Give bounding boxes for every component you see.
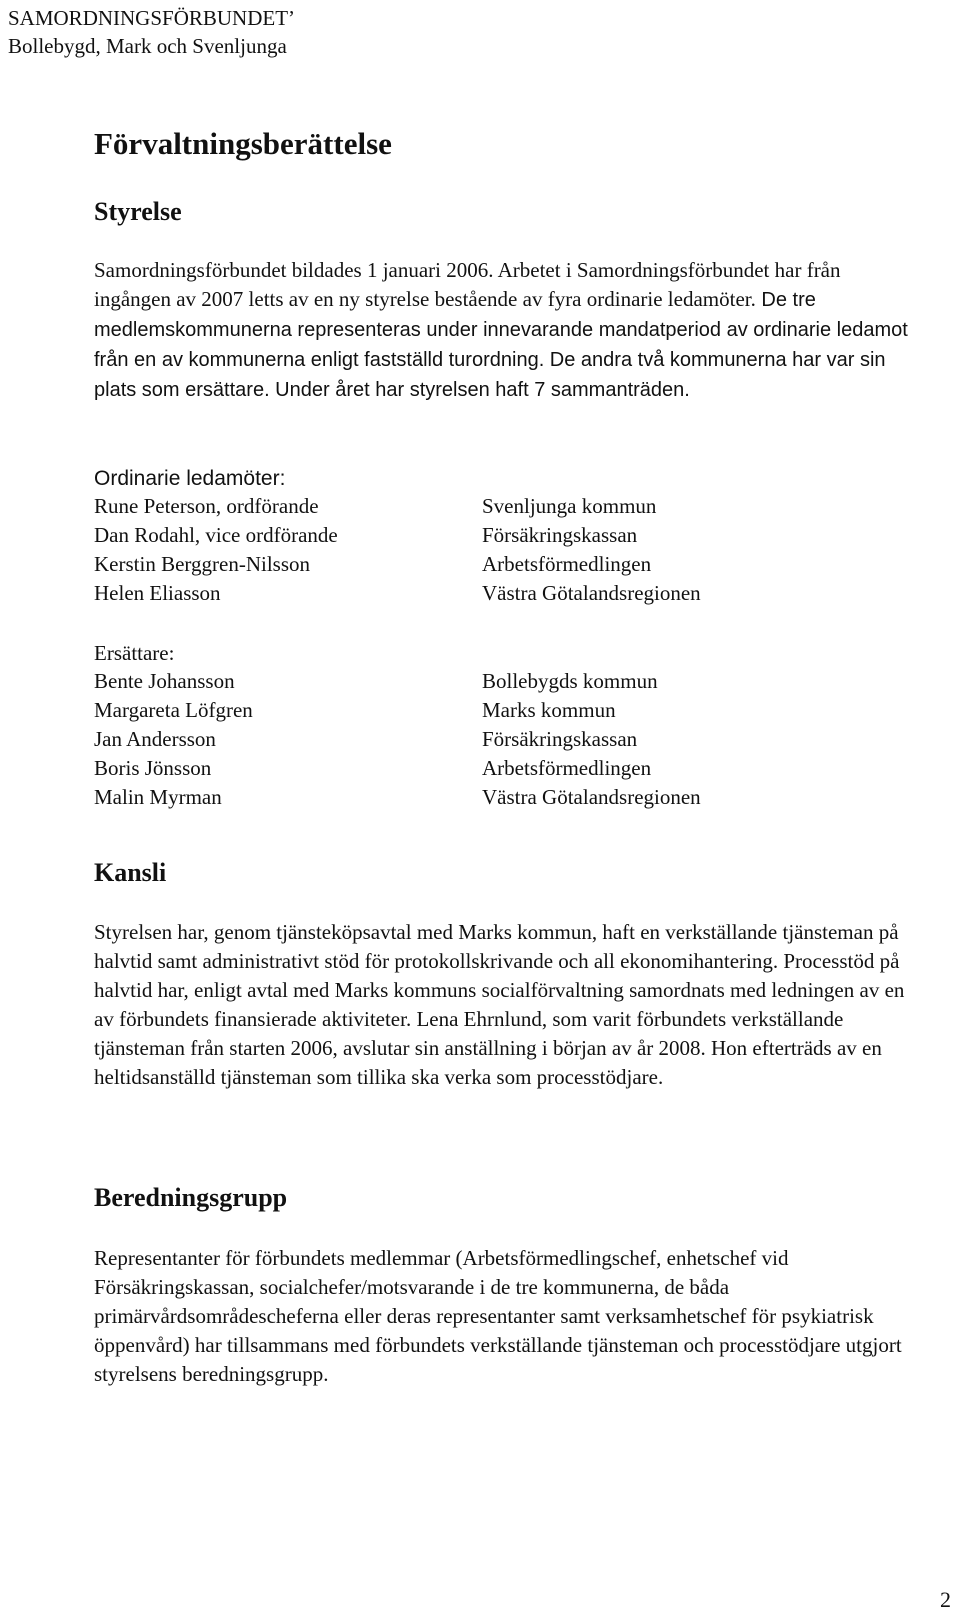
page-number: 2 bbox=[940, 1587, 951, 1612]
ordinarie-names-list bbox=[94, 492, 338, 608]
member-organization: Västra Götalandsregionen bbox=[482, 581, 701, 605]
styrelse-paragraph bbox=[94, 256, 914, 405]
member-name: Rune Peterson, ordförande bbox=[94, 494, 319, 518]
member-organization: Försäkringskassan bbox=[482, 727, 638, 751]
kansli-paragraph: Styrelsen har, genom tjänsteköpsavtal med Marks kommun, haft en verkställande tjänsteman på halvtid samt administrativt stöd för protokollskrivande och all ekonomihantering. Processtöd på halvtid har, enligt avtal med Marks kommuns socialförvaltning samordnats med ledningen av en av förbundets finansierade aktiviteter. Lena Ehrnlund, som varit förbundets verkställande tjänsteman från starten 2006, avslutar sin anställning i början av år 2008. Hon efterträds av en heltidsanställd tjänsteman som tillika ska verka som processtödjare. bbox=[94, 920, 905, 1089]
member-organization: Marks kommun bbox=[482, 698, 616, 722]
member-organization: Svenljunga kommun bbox=[482, 494, 657, 518]
ersattare-label: Ersättare: bbox=[94, 641, 175, 665]
member-organization: Arbetsförmedlingen bbox=[482, 552, 652, 576]
member-name: Margareta Löfgren bbox=[94, 698, 253, 722]
ersattare-orgs-list bbox=[482, 667, 701, 812]
header-organization: SAMORDNINGSFÖRBUNDET’ bbox=[8, 6, 296, 30]
ordinarie-names bbox=[94, 464, 285, 493]
member-organization: Bollebygds kommun bbox=[482, 669, 658, 693]
styrelse-text-serif: Samordningsförbundet bildades 1 januari 2006. Arbetet i Samordningsförbundet har från ingången av 2007 letts av en ny styrelse bestående av fyra ordinarie ledamöter. bbox=[94, 258, 841, 311]
ordinarie-label: Ordinarie ledamöter: bbox=[94, 467, 286, 490]
member-name: Helen Eliasson bbox=[94, 581, 221, 605]
member-name: Malin Myrman bbox=[94, 785, 222, 809]
styrelse-text-sans: De tre medlemskommunerna representeras under innevarande mandatperiod av ordinarie ledamot från en av kommunerna enligt fastställd turordning. De andra två kommunerna har var sin plats som ersättare. Under året har styrelsen haft 7 sammanträden. bbox=[94, 289, 908, 401]
section-heading-styrelse: Styrelse bbox=[94, 197, 182, 226]
member-name: Jan Andersson bbox=[94, 727, 216, 751]
member-name: Kerstin Berggren-Nilsson bbox=[94, 552, 310, 576]
section-heading-kansli: Kansli bbox=[94, 858, 167, 887]
document-header bbox=[8, 4, 295, 60]
beredningsgrupp-paragraph: Representanter för förbundets medlemmar (Arbetsförmedlingschef, enhetschef vid Försäkringskassan, socialchefer/motsvarande i de tre kommunerna, de båda primärvårdsområdescheferna eller deras representanter samt verksamhetschef för psykiatrisk öppenvård) har tillsammans med förbundets verkställande tjänsteman och processtödjare utgjort styrelsens beredningsgrupp. bbox=[94, 1246, 902, 1386]
ersattare-label-block bbox=[94, 639, 174, 668]
member-name: Bente Johansson bbox=[94, 669, 235, 693]
member-organization: Försäkringskassan bbox=[482, 523, 638, 547]
ordinarie-orgs-list bbox=[482, 492, 701, 608]
ersattare-names-list bbox=[94, 667, 253, 812]
member-name: Boris Jönsson bbox=[94, 756, 212, 780]
member-organization: Arbetsförmedlingen bbox=[482, 756, 652, 780]
section-heading-beredningsgrupp: Beredningsgrupp bbox=[94, 1183, 288, 1212]
member-organization: Västra Götalandsregionen bbox=[482, 785, 701, 809]
page-title: Förvaltningsberättelse bbox=[94, 126, 392, 161]
header-municipalities: Bollebygd, Mark och Svenljunga bbox=[8, 34, 287, 58]
member-name: Dan Rodahl, vice ordförande bbox=[94, 523, 338, 547]
